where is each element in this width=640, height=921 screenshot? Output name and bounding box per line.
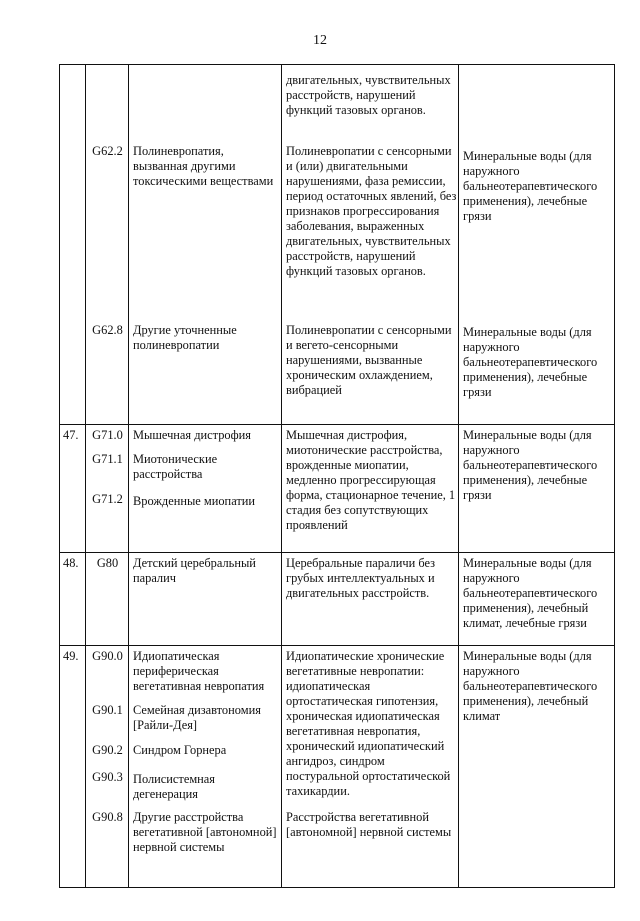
healing-factors: Минеральные воды (для наружного бальнеотерапевтического применения), лечебные грязи <box>463 149 598 223</box>
condition-text: Полиневропатии с сенсорными и (или) двигательными нарушениями, фаза ремиссии, период остаточных явлений, без признаков прогрессирования заболевания, выраженных двигательных, чувствительных расстройств, нарушений функций тазовых органов. <box>286 144 457 278</box>
names-cell <box>129 553 282 646</box>
healing-factors: Минеральные воды (для наружного бальнеотерапевтического применения), лечебный климат, лечебные грязи <box>463 556 598 630</box>
names-cell <box>129 65 282 425</box>
healing-factors: Минеральные воды (для наружного бальнеотерапевтического применения), лечебный климат <box>463 649 598 723</box>
factors-cell <box>459 65 615 425</box>
icd-code: G71.2 <box>92 492 123 506</box>
disease-name: Полиневропатия, вызванная другими токсическими веществами <box>133 144 274 188</box>
conditions-cell <box>282 425 459 553</box>
factors-cell <box>459 646 615 888</box>
icd-code: G80 <box>96 556 119 570</box>
icd-code: G90.0 <box>92 649 123 663</box>
icd-code: G62.8 <box>92 323 123 337</box>
icd-code: G71.0 <box>92 428 123 442</box>
icd-code: G71.1 <box>92 452 123 466</box>
conditions-cell <box>282 553 459 646</box>
condition-text: Расстройства вегетативной [автономной] нервной системы <box>286 810 452 839</box>
row-number-cell <box>60 65 86 425</box>
table-row-g62 <box>60 65 615 425</box>
factors-cell <box>459 425 615 553</box>
continuation-text: двигательных, чувствительных расстройств, нарушений функций тазовых органов. <box>286 73 451 117</box>
healing-factors: Минеральные воды (для наружного бальнеотерапевтического применения), лечебные грязи <box>463 325 598 399</box>
row-number: 49. <box>60 646 86 888</box>
table-row-48 <box>60 553 615 646</box>
condition-text: Церебральные параличи без грубых интеллектуальных и двигательных расстройств. <box>286 556 436 600</box>
icd-code: G90.8 <box>92 810 123 824</box>
codes-cell <box>86 646 129 888</box>
disease-name: Синдром Горнера <box>133 743 227 757</box>
icd-code: G90.2 <box>92 743 123 757</box>
conditions-cell <box>282 65 459 425</box>
condition-text: Полиневропатии с сенсорными и вегето-сенсорными нарушениями, вызванные хроническим охлаждением, вибрацией <box>286 323 452 397</box>
disease-name: Детский церебральный паралич <box>133 556 256 585</box>
disease-name: Семейная дизавтономия [Райли-Дея] <box>133 703 261 732</box>
table-row-49 <box>60 646 615 888</box>
disease-name: Другие уточненные полиневропатии <box>133 323 237 352</box>
names-cell <box>129 425 282 553</box>
icd-code: G90.3 <box>92 770 123 784</box>
page-number: 12 <box>313 33 327 48</box>
disease-name: Другие расстройства вегетативной [автономной] нервной системы <box>133 810 277 854</box>
codes-cell <box>86 425 129 553</box>
disease-name: Полисистемная дегенерация <box>133 772 216 801</box>
row-number: 48. <box>60 553 86 646</box>
disease-name: Миотонические расстройства <box>133 452 218 481</box>
table-row-47 <box>60 425 615 553</box>
factors-cell <box>459 553 615 646</box>
codes-cell <box>86 553 129 646</box>
icd-code: G62.2 <box>92 144 123 158</box>
condition-text: Мышечная дистрофия, миотонические расстройства, врожденные миопатии, медленно прогрессирующая форма, стационарное течение, 1 стадия без сопутствующих проявлений <box>286 428 456 532</box>
disease-name: Мышечная дистрофия <box>133 428 251 442</box>
healing-factors: Минеральные воды (для наружного бальнеотерапевтического применения), лечебные грязи <box>463 428 598 502</box>
disease-name: Идиопатическая периферическая вегетативная невропатия <box>133 649 265 693</box>
row-number: 47. <box>60 425 86 553</box>
codes-cell <box>86 65 129 425</box>
names-cell <box>129 646 282 888</box>
condition-text: Идиопатические хронические вегетативные невропатии: идиопатическая ортостатическая гипотензия, хроническая идиопатическая вегетативная невропатия, хронический идиопатический ангидроз, синдром постуральной ортостатической тахикардии. <box>286 649 451 798</box>
conditions-cell <box>282 646 459 888</box>
medical-indications-table <box>59 64 615 888</box>
disease-name: Врожденные миопатии <box>133 494 256 508</box>
icd-code: G90.1 <box>92 703 123 717</box>
